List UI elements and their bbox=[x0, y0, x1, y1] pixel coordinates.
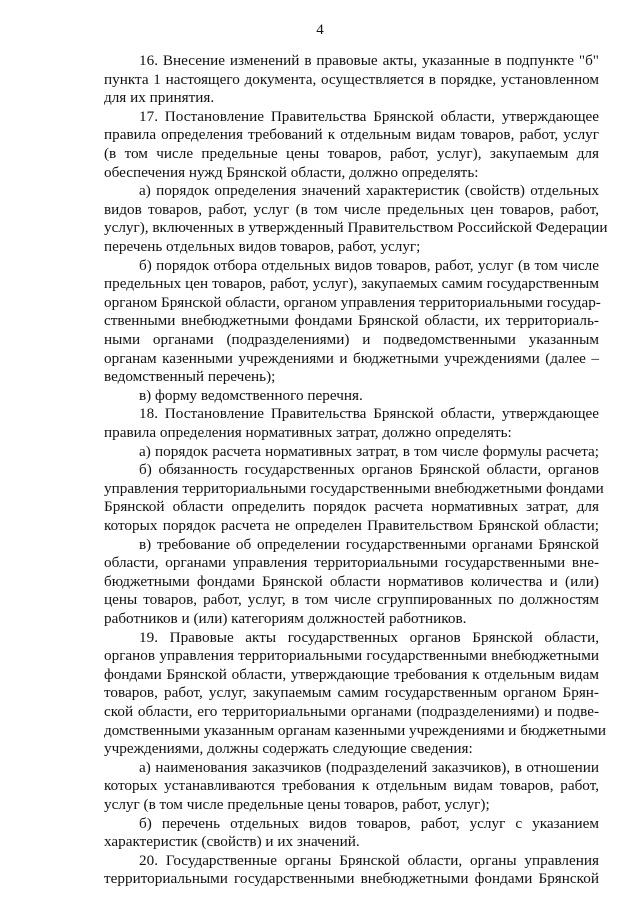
text-line: а) порядок расчета нормативных затрат, в том числе формулы расчета; bbox=[139, 442, 599, 460]
text-line: 16. Внесение изменений в правовые акты, указанные в подпункте "б" bbox=[139, 52, 599, 69]
text-line: характеристик (свойств) и их значений. bbox=[104, 833, 360, 851]
text-line: пункта 1 настоящего документа, осуществляется в порядке, установленном bbox=[104, 70, 599, 88]
text-line: а) наименования заказчиков (подразделений заказчиков), в отношении bbox=[139, 758, 599, 776]
text-line: товаров, работ, услуг, закупаемым самим государственным органом Брян- bbox=[104, 684, 599, 702]
text-line: услуг), включенных в утвержденный Правительством Российской Федерации bbox=[104, 219, 608, 237]
text-line: 20. Государственные органы Брянской области, органы управления bbox=[139, 851, 599, 869]
text-line: 17. Постановление Правительства Брянской области, утверждающее bbox=[139, 107, 599, 125]
text-line: цены товаров, работ, услуг, в том числе сгруппированных по должностям bbox=[104, 591, 599, 609]
text-line: в) требование об определении государственными органами Брянской bbox=[139, 535, 599, 553]
text-line: которых устанавливаются требования к отдельным видам товаров, работ, bbox=[104, 777, 599, 795]
text-line: а) порядок определения значений характеристик (свойств) отдельных bbox=[139, 182, 599, 200]
text-line: б) обязанность государственных органов Брянской области, органов bbox=[139, 461, 599, 479]
text-line: видов товаров, работ, услуг (в том числе предельных цен товаров, работ, bbox=[104, 200, 599, 218]
text-line: обеспечения нужд Брянской области, должно определять: bbox=[104, 163, 479, 181]
text-line: 19. Правовые акты государственных органов Брянской области, bbox=[139, 628, 599, 646]
text-line: б) перечень отдельных видов товаров, работ, услуг с указанием bbox=[139, 814, 599, 832]
text-line: ными органами (подразделениями) и подведомственными указанным bbox=[104, 331, 599, 348]
text-line: в) форму ведомственного перечня. bbox=[139, 386, 363, 404]
text-line: ской области, его территориальными органами (подразделениями) и подве- bbox=[104, 703, 599, 720]
text-line: управления территориальными государственными внебюджетными фондами bbox=[104, 479, 604, 497]
text-line: работников и (или) категориям должностей работников. bbox=[104, 610, 467, 627]
text-line: (в том числе предельные цены товаров, работ, услуг), закупаемым для bbox=[104, 145, 599, 162]
page-number: 4 bbox=[316, 22, 324, 38]
text-line: органов управления территориальными государственными внебюджетными bbox=[104, 647, 599, 665]
text-line: 18. Постановление Правительства Брянской области, утверждающее bbox=[139, 405, 599, 423]
text-line: ственными внебюджетными фондами Брянской области, их территориаль- bbox=[104, 312, 599, 330]
text-line: правила определения нормативных затрат, должно определять: bbox=[104, 424, 512, 441]
text-line: области, органами управления территориальными государственными вне- bbox=[104, 554, 599, 572]
text-line: Брянской области определить порядок расчета нормативных затрат, для bbox=[104, 498, 599, 516]
text-line: органам казенными учреждениями и бюджетными учреждениями (далее – bbox=[104, 349, 599, 367]
text-line: б) порядок отбора отдельных видов товаров, работ, услуг (в том числе bbox=[139, 256, 599, 274]
text-line: которых порядок расчета не определен Правительством Брянской области; bbox=[104, 517, 599, 534]
text-line: территориальными государственными внебюджетными фондами Брянской bbox=[104, 870, 599, 888]
text-line: услуг (в том числе предельные цены товаров, работ, услуг); bbox=[104, 796, 490, 813]
text-line: предельных цен товаров, работ, услуг), закупаемых самим государственным bbox=[104, 275, 599, 293]
text-line: учреждениями, должны содержать следующие сведения: bbox=[104, 740, 473, 758]
text-line: ведомственный перечень); bbox=[104, 368, 276, 386]
text-line: перечень отдельных видов товаров, работ, услуг; bbox=[104, 238, 421, 255]
text-line: для их принятия. bbox=[104, 89, 215, 107]
text-line: домственными указанным органам казенными учреждениями и бюджетными bbox=[104, 721, 606, 739]
text-line: бюджетными фондами Брянской области нормативов количества и (или) bbox=[104, 572, 599, 590]
text-line: органом Брянской области, органом управления территориальными государ- bbox=[104, 293, 601, 311]
text-line: фондами Брянской области, утверждающие требования к отдельным видам bbox=[104, 665, 599, 683]
text-line: правила определения требований к отдельным видам товаров, работ, услуг bbox=[104, 126, 599, 144]
